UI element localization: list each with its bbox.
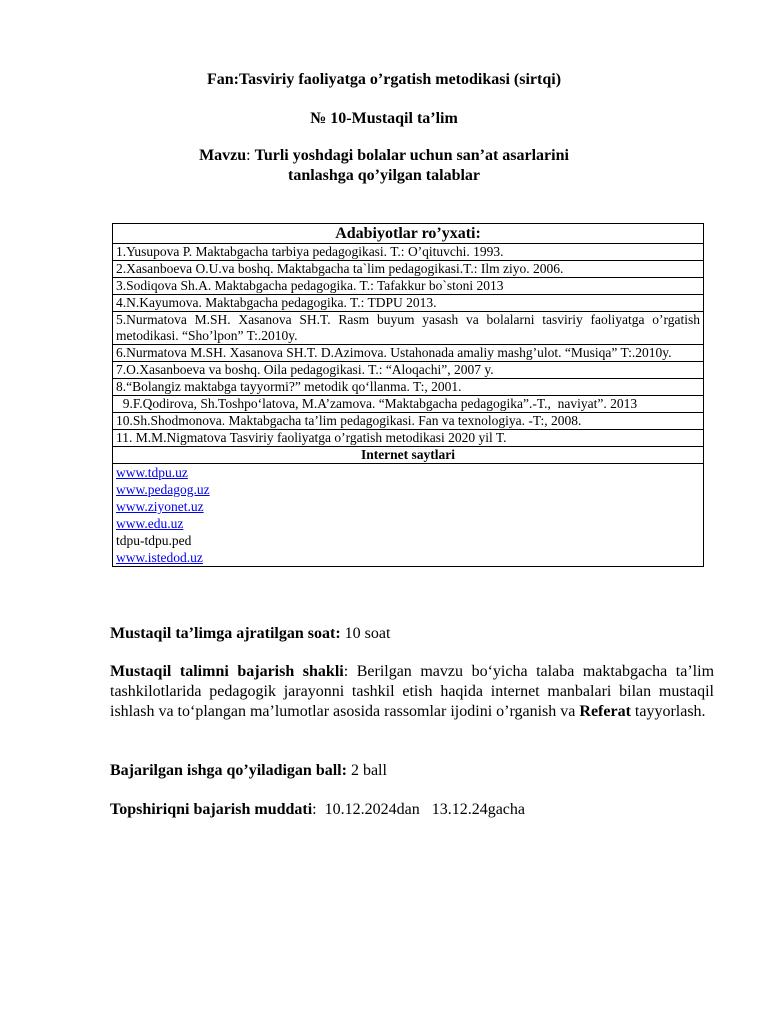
site-text-tdpu-ped: tdpu-tdpu.ped (116, 533, 192, 548)
deadline-value: : 10.12.2024dan 13.12.24gacha (312, 801, 526, 818)
site-link-edu[interactable]: www.edu.uz (116, 516, 184, 531)
topic-line-2: tanlashga qo’yilgan talablar (287, 167, 481, 184)
assignment-number: № 10-Mustaqil ta’lim (310, 110, 458, 127)
bibliography-item: 1.Yusupova P. Maktabgacha tarbiya pedagogikasi. T.: O’qituvchi. 1993. (113, 244, 704, 261)
site-link-istedod[interactable]: www.istedod.uz (116, 550, 203, 565)
bibliography-item: 2.Xasanboeva O.U.va boshq. Maktabgacha ta`lim pedagogikasi.T.: Ilm ziyo. 2006. (113, 261, 704, 278)
hours-value: 10 soat (340, 625, 391, 642)
bibliography-item: 5.Nurmatova M.SH. Xasanova SH.T. Rasm buyum yasash va bolalarni tasviriy faoliyatga o’rgatish metodikasi. “Sho’lpon” T:.2010y. (113, 312, 704, 345)
site-link-tdpu[interactable]: www.tdpu.uz (116, 465, 188, 480)
score-line (110, 761, 714, 781)
bibliography-item: 3.Sodiqova Sh.A. Maktabgacha pedagogika. T.: Tafakkur bo`stoni 2013 (113, 278, 704, 295)
bibliography-item: 4.N.Kayumova. Maktabgacha pedagogika. T.: TDPU 2013. (113, 295, 704, 312)
form-text: : Berilgan mavzu bo‘yicha talaba maktabgacha ta’lim tashkilotlarida pedagogik jarayonni tashkil etish haqida internet manbalari bilan mustaqil ishlash va to‘plangan ma’lumotlar asosida rassomlar ijodini o’rganish va (110, 663, 715, 720)
bibliography-table (112, 223, 704, 567)
topic-line-1 (0, 146, 768, 166)
deadline-label: Topshiriqni bajarish muddati (110, 801, 313, 818)
form-label: Mustaqil talimni bajarish shakli (110, 663, 344, 680)
deadline-line (110, 800, 714, 820)
form-paragraph (110, 662, 714, 722)
bibliography-item: 6.Nurmatova M.SH. Xasanova SH.T. D.Azimova. Ustahonada amaliy mashg’ulot. “Musiqa” T:.2010y. (113, 345, 704, 362)
topic-label: Mavzu (199, 147, 247, 164)
topic-separator: : (246, 147, 255, 164)
score-label: Bajarilgan ishga qo’yiladigan ball: (110, 762, 347, 779)
internet-sites-list (113, 464, 704, 567)
hours-label: Mustaqil ta’limga ajratilgan soat: (110, 625, 341, 642)
site-link-pedagog[interactable]: www.pedagog.uz (116, 482, 210, 497)
bibliography-item: 11. M.M.Nigmatova Tasviriy faoliyatga o’rgatish metodikasi 2020 yil T. (113, 430, 704, 447)
bibliography-item: 8.“Bolangiz maktabga tayyormi?” metodik qo‘llanma. T:, 2001. (113, 379, 704, 396)
site-link-ziyonet[interactable]: www.ziyonet.uz (116, 499, 204, 514)
bibliography-item: 7.O.Xasanboeva va boshq. Oila pedagogikasi. T.: “Aloqachi”, 2007 y. (113, 362, 704, 379)
bibliography-item: 10.Sh.Shodmonova. Maktabgacha ta’lim pedagogikasi. Fan va texnologiya. -T:, 2008. (113, 413, 704, 430)
bibliography-item: 9.F.Qodirova, Sh.Toshpo‘latova, M.A’zamova. “Maktabgacha pedagogika”.-T., naviyat”. 2013 (113, 396, 704, 413)
score-value: 2 ball (346, 762, 387, 779)
subject-title: Fan:Tasviriy faoliyatga o’rgatish metodikasi (sirtqi) (206, 71, 562, 88)
form-text-end: tayyorlash. (630, 703, 706, 720)
internet-sites-title: Internet saytlari (113, 447, 704, 464)
hours-line (110, 624, 714, 644)
form-referat: Referat (579, 703, 631, 720)
topic-text-1: Turli yoshdagi bolalar uchun san’at asarlarini (254, 147, 569, 164)
bibliography-title: Adabiyotlar ro’yxati: (113, 224, 704, 244)
